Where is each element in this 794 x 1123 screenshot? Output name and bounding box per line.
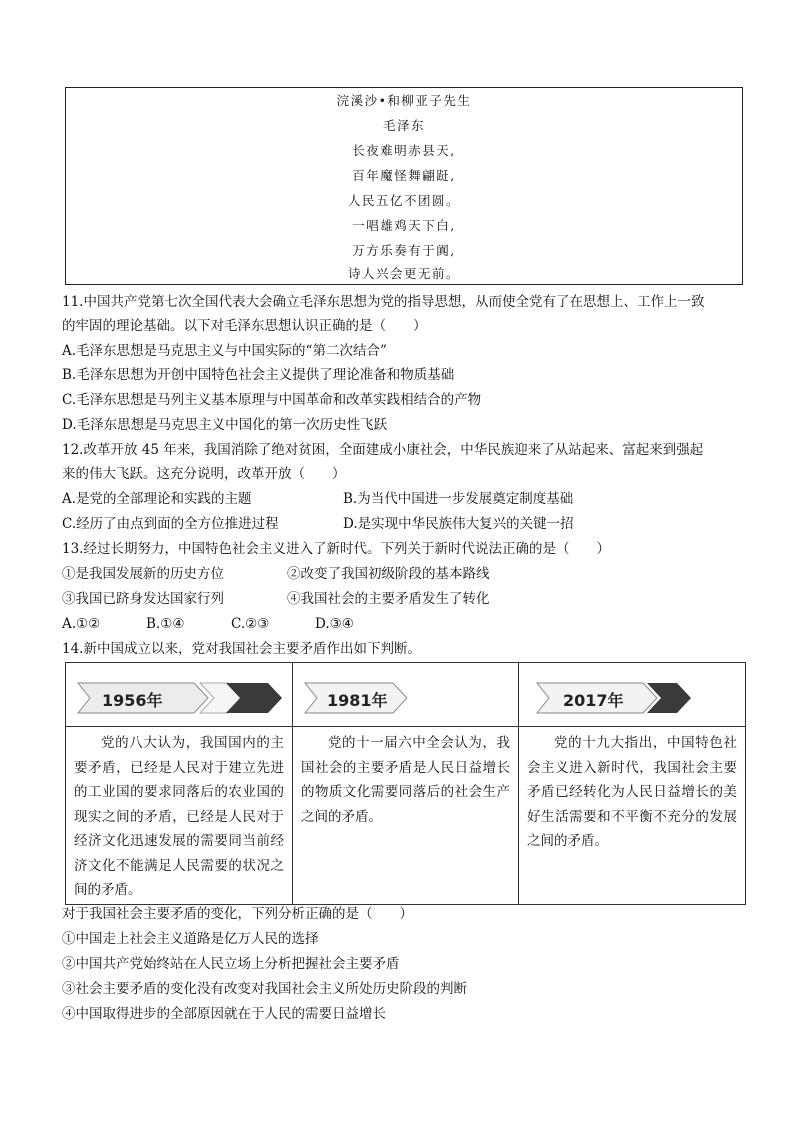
poem-line: 一唱雄鸡天下白,: [352, 218, 456, 233]
poem-line: 人民五亿不团圆。: [347, 193, 460, 208]
q11-stem-line2: 的牢固的理论基础。以下对毛泽东思想认识正确的是（ ）: [62, 318, 427, 334]
q11-option-c: C.毛泽东思想是马列主义基本原理与中国革命和改革实践相结合的产物: [62, 392, 482, 408]
q12-option-b: B.为当代中国进一步发展奠定制度基础: [343, 491, 574, 507]
q14-stem: 14.新中国成立以来，党对我国社会主要矛盾作出如下判断。: [62, 641, 421, 657]
q14-question: 对于我国社会主要矛盾的变化，下列分析正确的是（ ）: [62, 906, 413, 922]
poem-line: 万方乐奏有于阗,: [352, 243, 456, 258]
q11-option-d: D.毛泽东思想是马克思主义中国化的第一次历史性飞跃: [62, 417, 388, 433]
judgment-text-2017: 党的十九大指出，中国特色社会主义进入新时代，我国社会主要矛盾已经转化为人民日益增长的美好生活需要和不平衡不充分的发展之间的矛盾。: [519, 727, 746, 905]
q14-statement-1: ①中国走上社会主义道路是亿万人民的选择: [62, 931, 319, 947]
poem-line: 百年魔怪舞翩跹,: [352, 168, 456, 183]
poem-line: 诗人兴会更无前。: [347, 266, 460, 281]
year-header-1981: [293, 663, 519, 727]
q12-stem-line1: 12.改革开放 45 年来，我国消除了绝对贫困，全面建成小康社会，中华民族迎来了从站起来、富起来到强起: [62, 442, 704, 458]
year-header-1956: [66, 663, 293, 727]
q11-option-b: B.毛泽东思想为开创中国特色社会主义提供了理论准备和物质基础: [62, 367, 455, 383]
q12-option-a: A.是党的全部理论和实践的主题: [62, 491, 252, 507]
q13-statement-3: ③我国已跻身发达国家行列: [62, 591, 224, 607]
poem-line: 长夜难明赤县天,: [352, 143, 456, 158]
judgment-text-1956: 党的八大认为，我国国内的主要矛盾，已经是人民对于建立先进的工业国的要求同落后的农业国的现实之间的矛盾，已经是人民对于经济文化迅速发展的需要同当前经济文化不能满足人民需要的状况之间的矛盾。: [66, 727, 293, 905]
q13-statement-1: ①是我国发展新的历史方位: [62, 566, 224, 582]
q12-option-d: D.是实现中华民族伟大复兴的关键一招: [343, 516, 574, 532]
q13-statement-2: ②改变了我国初级阶段的基本路线: [287, 566, 490, 582]
year-label-2017: 2017年: [563, 691, 624, 710]
year-label-1981: 1981年: [327, 691, 388, 710]
poem-author: 毛泽东: [382, 118, 425, 133]
judgment-text-1981: 党的十一届六中全会认为，我国社会的主要矛盾是人民日益增长的物质文化需要同落后的社会生产之间的矛盾。: [293, 727, 519, 905]
poem-title: 浣溪沙•和柳亚子先生: [336, 93, 472, 108]
q13-stem: 13.经过长期努力，中国特色社会主义进入了新时代。下列关于新时代说法正确的是（ ）: [62, 541, 610, 557]
q14-statement-2: ②中国共产党始终站在人民立场上分析把握社会主要矛盾: [62, 956, 400, 972]
q14-statement-4: ④中国取得进步的全部原因就在于人民的需要日益增长: [62, 1006, 386, 1022]
q13-option-b: B.①④: [146, 616, 185, 632]
q11-option-a: A.毛泽东思想是马克思主义与中国实际的“第二次结合”: [62, 343, 387, 359]
contradiction-table: [65, 662, 746, 905]
q11-stem-line1: 11.中国共产党第七次全国代表大会确立毛泽东思想为党的指导思想，从而使全党有了在思想上、工作上一致: [62, 294, 705, 310]
q13-option-d: D.③④: [315, 616, 354, 632]
year-label-1956: 1956年: [102, 691, 163, 710]
q12-option-c: C.经历了由点到面的全方位推进过程: [62, 516, 279, 532]
q12-stem-line2: 来的伟大飞跃。这充分说明，改革开放（ ）: [62, 466, 346, 482]
poem-box: [65, 87, 743, 285]
q13-option-c: C.②③: [231, 616, 270, 632]
q14-statement-3: ③社会主要矛盾的变化没有改变对我国社会主义所处历史阶段的判断: [62, 981, 467, 997]
q13-option-a: A.①②: [62, 616, 101, 632]
year-header-2017: [519, 663, 746, 727]
q13-statement-4: ④我国社会的主要矛盾发生了转化: [287, 591, 490, 607]
